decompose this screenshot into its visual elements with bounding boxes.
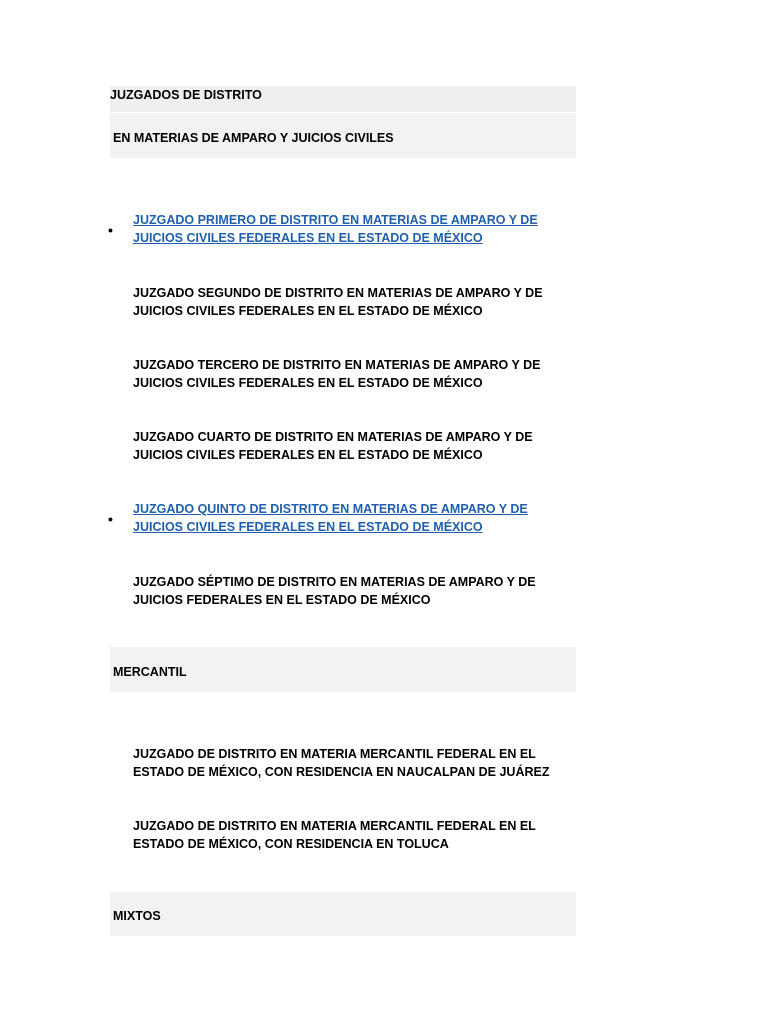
section-header-amparo-label: EN MATERIAS DE AMPARO Y JUICIOS CIVILES (113, 131, 394, 145)
court-link-quinto-text[interactable]: JUZGADO QUINTO DE DISTRITO EN MATERIAS DE AMPARO Y DE JUICIOS CIVILES FEDERALES EN EL ESTADO DE MÉXICO (133, 502, 528, 534)
section-header-amparo (110, 113, 576, 158)
court-link-primero-text[interactable]: JUZGADO PRIMERO DE DISTRITO EN MATERIAS DE AMPARO Y DE JUICIOS CIVILES FEDERALES EN EL ESTADO DE MÉXICO (133, 213, 538, 245)
court-item-tercero: JUZGADO TERCERO DE DISTRITO EN MATERIAS DE AMPARO Y DE JUICIOS CIVILES FEDERALES EN EL ESTADO DE MÉXICO (133, 358, 541, 390)
court-item-mercantil-toluca: JUZGADO DE DISTRITO EN MATERIA MERCANTIL FEDERAL EN EL ESTADO DE MÉXICO, CON RESIDENCIA EN TOLUCA (133, 819, 536, 851)
court-item-cuarto: JUZGADO CUARTO DE DISTRITO EN MATERIAS DE AMPARO Y DE JUICIOS CIVILES FEDERALES EN EL ESTADO DE MÉXICO (133, 430, 533, 462)
section-header-mixtos-label: MIXTOS (113, 909, 161, 923)
court-item-mercantil-naucalpan: JUZGADO DE DISTRITO EN MATERIA MERCANTIL FEDERAL EN EL ESTADO DE MÉXICO, CON RESIDENCIA EN NAUCALPAN DE JUÁREZ (133, 747, 550, 779)
court-link-quinto[interactable] (133, 501, 573, 536)
page-title-text: JUZGADOS DE DISTRITO (110, 88, 262, 102)
court-item-segundo: JUZGADO SEGUNDO DE DISTRITO EN MATERIAS DE AMPARO Y DE JUICIOS CIVILES FEDERALES EN EL ESTADO DE MÉXICO (133, 286, 543, 318)
page-title (110, 86, 576, 112)
court-item-septimo: JUZGADO SÉPTIMO DE DISTRITO EN MATERIAS DE AMPARO Y DE JUICIOS FEDERALES EN EL ESTADO DE MÉXICO (133, 575, 536, 607)
bullet-icon: • (108, 511, 113, 527)
bullet-icon: • (108, 222, 113, 238)
court-link-primero[interactable] (133, 212, 573, 247)
section-header-mercantil-label: MERCANTIL (113, 665, 187, 679)
section-header-mercantil (110, 647, 576, 692)
section-header-mixtos (110, 892, 576, 936)
